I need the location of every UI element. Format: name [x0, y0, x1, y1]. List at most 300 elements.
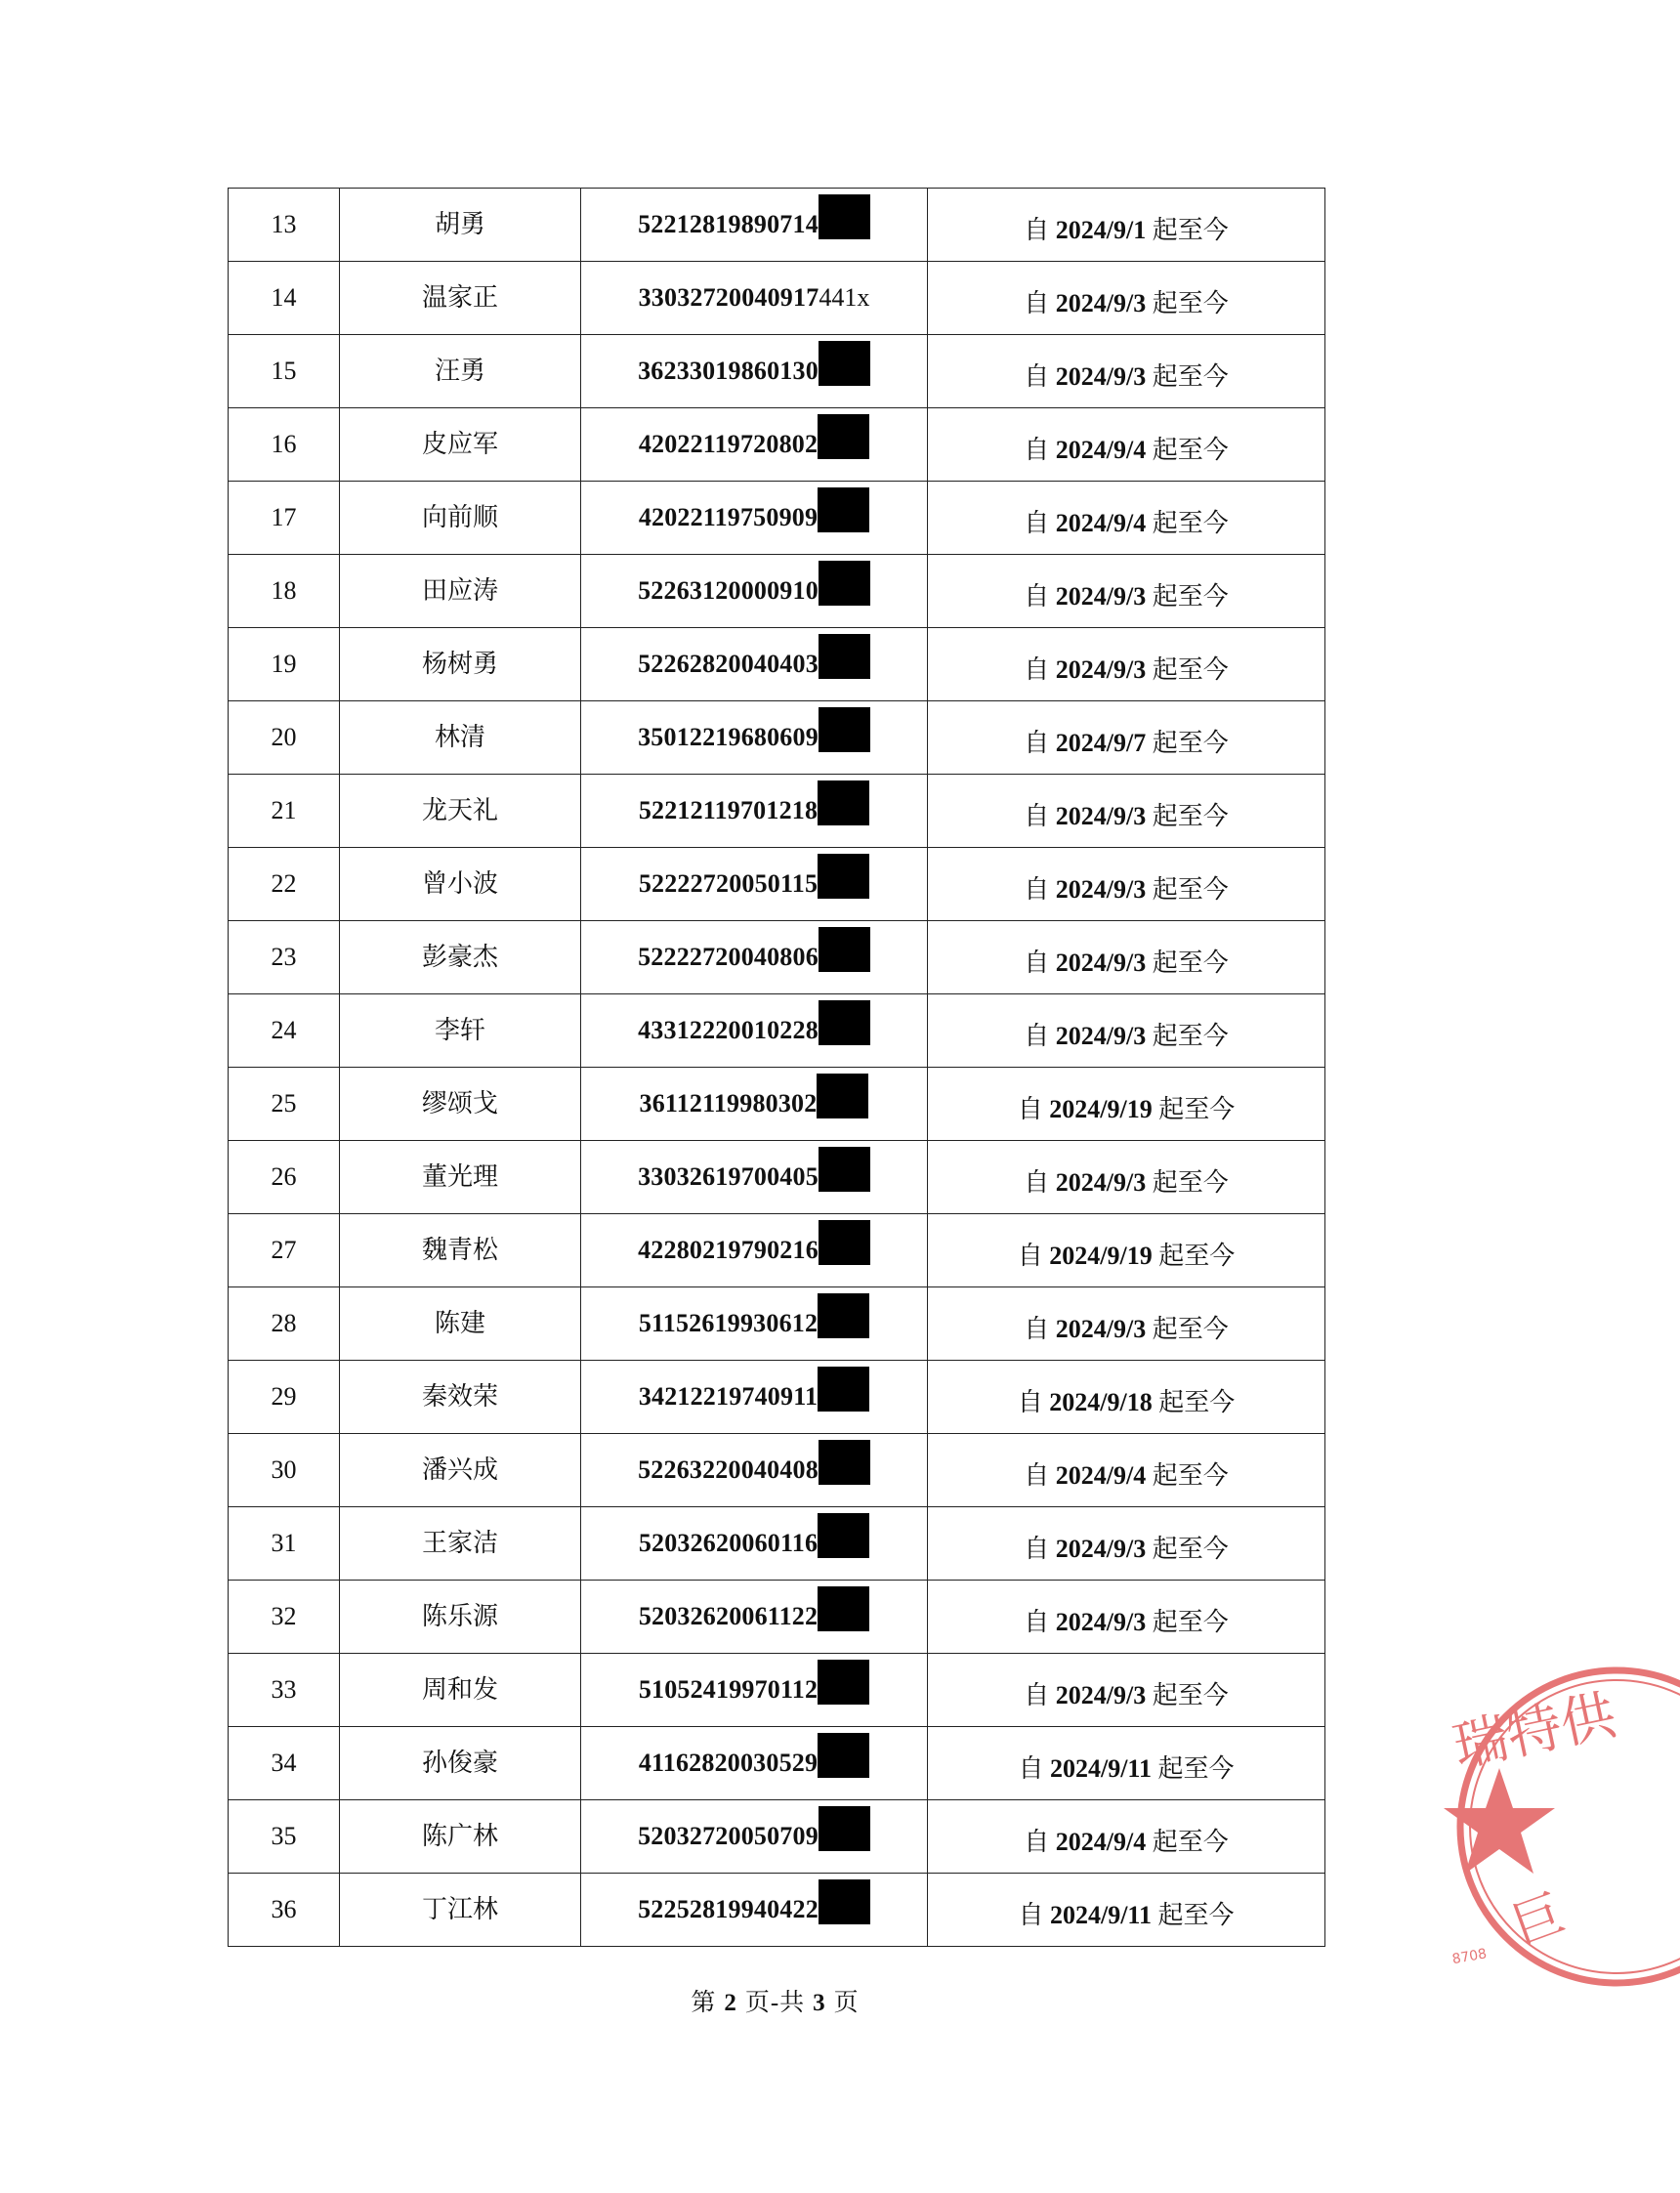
id-number-visible-digits: 52032620061122	[638, 1602, 819, 1630]
table-row	[229, 408, 1325, 482]
id-number	[638, 349, 870, 394]
period-prefix: 自	[1024, 362, 1050, 391]
start-date: 2024/9/3	[1055, 1608, 1147, 1636]
row-number: 34	[229, 1727, 340, 1800]
period-suffix: 起至今	[1152, 729, 1229, 757]
period-suffix: 起至今	[1152, 436, 1229, 464]
period-suffix: 起至今	[1158, 1388, 1236, 1416]
start-date: 2024/9/3	[1055, 362, 1147, 391]
redaction-box	[818, 1513, 869, 1558]
id-number-cell	[581, 1800, 928, 1874]
table-row	[229, 1581, 1325, 1654]
id-number-cell	[581, 921, 928, 994]
start-date: 2024/9/3	[1055, 802, 1147, 830]
employment-period-cell	[928, 555, 1325, 628]
table-row	[229, 555, 1325, 628]
person-name: 曾小波	[340, 848, 581, 921]
current-page-number: 2	[724, 1990, 737, 2016]
row-number: 19	[229, 628, 340, 701]
employment-period-cell	[928, 1874, 1325, 1947]
id-number	[638, 1228, 870, 1273]
start-date: 2024/9/4	[1055, 436, 1147, 464]
row-number: 21	[229, 775, 340, 848]
employment-period-cell	[928, 335, 1325, 408]
person-name: 陈乐源	[340, 1581, 581, 1654]
id-number-visible-digits: 33032619700405	[638, 1162, 819, 1191]
id-number	[638, 1814, 870, 1859]
table-row	[229, 1654, 1325, 1727]
employment-period-cell	[928, 1287, 1325, 1361]
employment-period	[1024, 1461, 1228, 1490]
id-number	[638, 202, 870, 247]
employment-period	[1018, 1754, 1234, 1783]
period-prefix: 自	[1024, 729, 1050, 757]
redaction-box	[819, 1879, 870, 1924]
employment-period-cell	[928, 1141, 1325, 1214]
person-name: 胡勇	[340, 189, 581, 262]
id-number-cell	[581, 701, 928, 775]
row-number: 27	[229, 1214, 340, 1287]
employment-period	[1018, 1901, 1234, 1929]
table-row	[229, 628, 1325, 701]
start-date: 2024/9/3	[1055, 655, 1147, 684]
id-number	[639, 1594, 869, 1639]
employment-period-cell	[928, 1654, 1325, 1727]
period-suffix: 起至今	[1152, 509, 1229, 537]
id-number	[639, 285, 870, 311]
id-number	[638, 642, 870, 687]
employment-period-cell	[928, 994, 1325, 1068]
footer-middle: 页-共	[744, 1990, 806, 2016]
id-number-cell	[581, 482, 928, 555]
period-suffix: 起至今	[1152, 362, 1229, 391]
row-number: 23	[229, 921, 340, 994]
start-date: 2024/9/3	[1055, 289, 1147, 317]
id-number	[639, 1741, 869, 1786]
period-prefix: 自	[1024, 949, 1050, 977]
id-number-cell	[581, 335, 928, 408]
person-name: 董光理	[340, 1141, 581, 1214]
redaction-box	[819, 561, 870, 606]
period-prefix: 自	[1024, 1828, 1050, 1856]
period-prefix: 自	[1017, 1388, 1043, 1416]
start-date: 2024/9/4	[1055, 1828, 1147, 1856]
employment-period-cell	[928, 482, 1325, 555]
id-number	[638, 935, 870, 980]
start-date: 2024/9/3	[1055, 1168, 1147, 1197]
period-prefix: 自	[1024, 1535, 1050, 1563]
employment-period-cell	[928, 1727, 1325, 1800]
period-suffix: 起至今	[1157, 1754, 1235, 1783]
employment-period	[1024, 1681, 1228, 1709]
employment-period	[1024, 216, 1228, 244]
id-number-visible-digits: 52222720040806	[638, 943, 819, 971]
start-date: 2024/9/3	[1055, 949, 1147, 977]
id-number-cell	[581, 1214, 928, 1287]
employment-period-cell	[928, 1068, 1325, 1141]
employment-period	[1024, 362, 1228, 391]
person-name: 魏青松	[340, 1214, 581, 1287]
employment-period	[1024, 1535, 1228, 1563]
redaction-box	[819, 1440, 870, 1485]
row-number: 22	[229, 848, 340, 921]
period-suffix: 起至今	[1157, 1901, 1235, 1929]
person-name: 周和发	[340, 1654, 581, 1727]
id-number-visible-digits: 52212819890714	[638, 210, 819, 238]
id-number-cell	[581, 1434, 928, 1507]
start-date: 2024/9/11	[1049, 1754, 1152, 1783]
row-number: 18	[229, 555, 340, 628]
person-name: 彭豪杰	[340, 921, 581, 994]
id-number	[639, 1667, 869, 1712]
id-number-cell	[581, 408, 928, 482]
period-prefix: 自	[1024, 1315, 1050, 1343]
employment-period	[1018, 1388, 1235, 1416]
seal-char: 巨	[1504, 1883, 1573, 1958]
start-date: 2024/9/3	[1055, 1315, 1147, 1343]
start-date: 2024/9/3	[1055, 1022, 1147, 1050]
period-prefix: 自	[1024, 802, 1050, 830]
person-name: 温家正	[340, 262, 581, 335]
id-number-cell	[581, 262, 928, 335]
start-date: 2024/9/3	[1055, 582, 1147, 611]
id-number	[639, 1301, 869, 1346]
employment-period	[1024, 289, 1228, 317]
id-number-visible-digits: 36112119980302	[639, 1089, 818, 1118]
period-suffix: 起至今	[1158, 1242, 1236, 1270]
redaction-box	[818, 1586, 869, 1631]
row-number: 17	[229, 482, 340, 555]
employment-period	[1024, 436, 1228, 464]
redaction-box	[819, 1806, 870, 1851]
period-prefix: 自	[1018, 1754, 1044, 1783]
row-number: 35	[229, 1800, 340, 1874]
id-number-cell	[581, 189, 928, 262]
employment-period-cell	[928, 701, 1325, 775]
period-prefix: 自	[1024, 1168, 1050, 1197]
employment-period	[1024, 729, 1228, 757]
start-date: 2024/9/18	[1049, 1388, 1153, 1416]
employment-period-cell	[928, 1214, 1325, 1287]
id-number-cell	[581, 994, 928, 1068]
table-body	[229, 189, 1325, 1947]
row-number: 13	[229, 189, 340, 262]
period-suffix: 起至今	[1152, 1022, 1229, 1050]
redaction-box	[817, 1074, 868, 1118]
person-name: 皮应军	[340, 408, 581, 482]
id-number	[638, 715, 870, 760]
person-name: 李轩	[340, 994, 581, 1068]
footer-prefix: 第	[691, 1990, 717, 2016]
personnel-table	[228, 188, 1325, 1947]
redaction-box	[818, 487, 869, 532]
person-name: 田应涛	[340, 555, 581, 628]
employment-period	[1024, 655, 1228, 684]
employment-period	[1024, 802, 1228, 830]
employment-period	[1024, 1315, 1228, 1343]
period-prefix: 自	[1024, 582, 1050, 611]
id-number-visible-digits: 52212119701218	[638, 796, 819, 824]
employment-period	[1024, 582, 1228, 611]
id-number-visible-digits: 41162820030529	[638, 1749, 819, 1777]
row-number: 16	[229, 408, 340, 482]
start-date: 2024/9/3	[1055, 875, 1147, 904]
row-number: 30	[229, 1434, 340, 1507]
employment-period-cell	[928, 628, 1325, 701]
person-name: 林清	[340, 701, 581, 775]
redaction-box	[819, 927, 870, 972]
table-row	[229, 1434, 1325, 1507]
row-number: 15	[229, 335, 340, 408]
start-date: 2024/9/19	[1049, 1095, 1153, 1123]
period-suffix: 起至今	[1152, 582, 1229, 611]
start-date: 2024/9/3	[1055, 1681, 1147, 1709]
row-number: 24	[229, 994, 340, 1068]
period-suffix: 起至今	[1152, 216, 1229, 244]
table-row	[229, 262, 1325, 335]
redaction-box	[818, 1733, 869, 1778]
period-prefix: 自	[1024, 1681, 1050, 1709]
table-row	[229, 1507, 1325, 1581]
person-name: 王家洁	[340, 1507, 581, 1581]
start-date: 2024/9/4	[1055, 509, 1147, 537]
employment-period-cell	[928, 262, 1325, 335]
period-prefix: 自	[1024, 875, 1050, 904]
id-number-visible-digits: 36233019860130	[638, 357, 819, 385]
employment-period	[1024, 509, 1228, 537]
period-prefix: 自	[1024, 289, 1050, 317]
id-number	[638, 1008, 870, 1053]
person-name: 向前顺	[340, 482, 581, 555]
row-number: 25	[229, 1068, 340, 1141]
redaction-box	[818, 1293, 869, 1338]
id-number-visible-digits: 52263120000910	[638, 576, 819, 605]
row-number: 36	[229, 1874, 340, 1947]
id-number	[639, 1374, 869, 1419]
id-number-visible-digits: 42280219790216	[638, 1236, 819, 1264]
period-prefix: 自	[1024, 1461, 1050, 1490]
employment-period-cell	[928, 408, 1325, 482]
redaction-box	[818, 780, 869, 825]
row-number: 26	[229, 1141, 340, 1214]
employment-period-cell	[928, 1581, 1325, 1654]
id-number-cell	[581, 1141, 928, 1214]
employment-period-cell	[928, 921, 1325, 994]
start-date: 2024/9/19	[1049, 1242, 1153, 1270]
id-number-cell	[581, 1874, 928, 1947]
table-row	[229, 994, 1325, 1068]
total-page-number: 3	[813, 1990, 826, 2016]
employment-period	[1018, 1242, 1235, 1270]
id-number-visible-digits: 52262820040403	[638, 650, 819, 678]
id-number	[639, 788, 869, 833]
person-name: 孙俊豪	[340, 1727, 581, 1800]
page-footer	[0, 1983, 1550, 2018]
employment-period	[1024, 949, 1228, 977]
table-row	[229, 1287, 1325, 1361]
id-number-cell	[581, 628, 928, 701]
period-prefix: 自	[1024, 1608, 1050, 1636]
period-prefix: 自	[1017, 1242, 1043, 1270]
employment-period-cell	[928, 1361, 1325, 1434]
employment-period-cell	[928, 1434, 1325, 1507]
id-number	[639, 422, 869, 467]
row-number: 31	[229, 1507, 340, 1581]
person-name: 杨树勇	[340, 628, 581, 701]
employment-period-cell	[928, 775, 1325, 848]
person-name: 潘兴成	[340, 1434, 581, 1507]
company-seal-stamp	[1446, 1661, 1680, 1993]
period-prefix: 自	[1024, 436, 1050, 464]
redaction-box	[819, 194, 870, 239]
id-number-visible-digits: 33032720040917	[638, 283, 819, 312]
id-number-visible-digits: 52032720050709	[638, 1822, 819, 1850]
start-date: 2024/9/1	[1055, 216, 1147, 244]
id-number	[638, 569, 870, 613]
period-suffix: 起至今	[1152, 655, 1229, 684]
redaction-box	[818, 1367, 869, 1412]
id-number	[639, 862, 869, 907]
table-row	[229, 1068, 1325, 1141]
period-suffix: 起至今	[1152, 1315, 1229, 1343]
redaction-box	[818, 414, 869, 459]
employment-period	[1024, 875, 1228, 904]
id-number-visible-digits: 51052419970112	[638, 1675, 819, 1704]
id-number-visible-digits: 52222720050115	[638, 869, 819, 898]
table-row	[229, 921, 1325, 994]
seal-text: 瑞特供	[1448, 1683, 1621, 1780]
employment-period	[1024, 1022, 1228, 1050]
id-number-cell	[581, 848, 928, 921]
start-date: 2024/9/7	[1055, 729, 1147, 757]
employment-period-cell	[928, 848, 1325, 921]
redaction-box	[819, 634, 870, 679]
table-row	[229, 775, 1325, 848]
period-prefix: 自	[1024, 216, 1050, 244]
period-suffix: 起至今	[1152, 949, 1229, 977]
table-row	[229, 1727, 1325, 1800]
person-name: 龙天礼	[340, 775, 581, 848]
id-number-visible-digits: 51152619930612	[638, 1309, 819, 1337]
table-row	[229, 189, 1325, 262]
period-suffix: 起至今	[1152, 1828, 1229, 1856]
id-number	[638, 1887, 870, 1932]
id-number-cell	[581, 1287, 928, 1361]
period-suffix: 起至今	[1152, 1608, 1229, 1636]
period-suffix: 起至今	[1152, 1168, 1229, 1197]
redaction-box	[819, 341, 870, 386]
table-row	[229, 1141, 1325, 1214]
redaction-box	[818, 1660, 869, 1705]
period-suffix: 起至今	[1152, 1681, 1229, 1709]
employment-period	[1024, 1608, 1228, 1636]
row-number: 29	[229, 1361, 340, 1434]
table-row	[229, 1800, 1325, 1874]
period-prefix: 自	[1024, 655, 1050, 684]
redaction-box	[819, 1220, 870, 1265]
start-date: 2024/9/11	[1049, 1901, 1152, 1929]
id-number-visible-digits: 52032620060116	[638, 1529, 819, 1557]
person-name: 陈建	[340, 1287, 581, 1361]
id-number-cell	[581, 555, 928, 628]
employment-period	[1024, 1168, 1228, 1197]
id-number-visible-digits: 42022119750909	[638, 503, 819, 531]
id-number-cell	[581, 1507, 928, 1581]
table-row	[229, 701, 1325, 775]
id-number-cell	[581, 1654, 928, 1727]
redaction-box	[818, 854, 869, 899]
id-number-visible-digits: 42022119720802	[638, 430, 819, 458]
period-suffix: 起至今	[1152, 1535, 1229, 1563]
id-number-cell	[581, 775, 928, 848]
person-name: 秦效荣	[340, 1361, 581, 1434]
table-row	[229, 335, 1325, 408]
period-prefix: 自	[1024, 1022, 1050, 1050]
id-number	[639, 1521, 869, 1566]
id-number-visible-digits: 43312220010228	[638, 1016, 819, 1044]
row-number: 33	[229, 1654, 340, 1727]
table-row	[229, 1874, 1325, 1947]
row-number: 32	[229, 1581, 340, 1654]
start-date: 2024/9/4	[1055, 1461, 1147, 1490]
person-name: 汪勇	[340, 335, 581, 408]
id-number-cell	[581, 1581, 928, 1654]
table-row	[229, 1361, 1325, 1434]
redaction-box	[819, 1147, 870, 1192]
id-number-visible-digits: 34212219740911	[638, 1382, 819, 1411]
id-number	[638, 1448, 870, 1493]
row-number: 28	[229, 1287, 340, 1361]
table-row	[229, 1214, 1325, 1287]
period-suffix: 起至今	[1152, 875, 1229, 904]
seal-number: 8708	[1450, 1946, 1489, 1968]
redaction-box	[819, 707, 870, 752]
person-name: 缪颂戈	[340, 1068, 581, 1141]
table-row	[229, 482, 1325, 555]
period-suffix: 起至今	[1158, 1095, 1236, 1123]
redaction-box	[819, 1000, 870, 1045]
period-prefix: 自	[1017, 1095, 1043, 1123]
employment-period	[1024, 1828, 1228, 1856]
start-date: 2024/9/3	[1055, 1535, 1147, 1563]
id-number-visible-digits: 52263220040408	[638, 1455, 819, 1484]
row-number: 14	[229, 262, 340, 335]
period-prefix: 自	[1024, 509, 1050, 537]
id-number	[640, 1081, 869, 1126]
employment-period-cell	[928, 1800, 1325, 1874]
row-number: 20	[229, 701, 340, 775]
id-number-cell	[581, 1361, 928, 1434]
id-number-cell	[581, 1727, 928, 1800]
person-name: 陈广林	[340, 1800, 581, 1874]
employment-period-cell	[928, 189, 1325, 262]
id-number	[639, 495, 869, 540]
period-suffix: 起至今	[1152, 289, 1229, 317]
table-row	[229, 848, 1325, 921]
period-prefix: 自	[1018, 1901, 1044, 1929]
employment-period	[1018, 1095, 1235, 1123]
id-number	[638, 1155, 870, 1200]
period-suffix: 起至今	[1152, 802, 1229, 830]
footer-suffix: 页	[833, 1990, 860, 2016]
person-name: 丁江林	[340, 1874, 581, 1947]
id-number-visible-digits: 35012219680609	[638, 723, 819, 751]
id-number-suffix: 441x	[819, 283, 870, 312]
id-number-cell	[581, 1068, 928, 1141]
period-suffix: 起至今	[1152, 1461, 1229, 1490]
id-number-visible-digits: 52252819940422	[638, 1895, 819, 1923]
employment-period-cell	[928, 1507, 1325, 1581]
